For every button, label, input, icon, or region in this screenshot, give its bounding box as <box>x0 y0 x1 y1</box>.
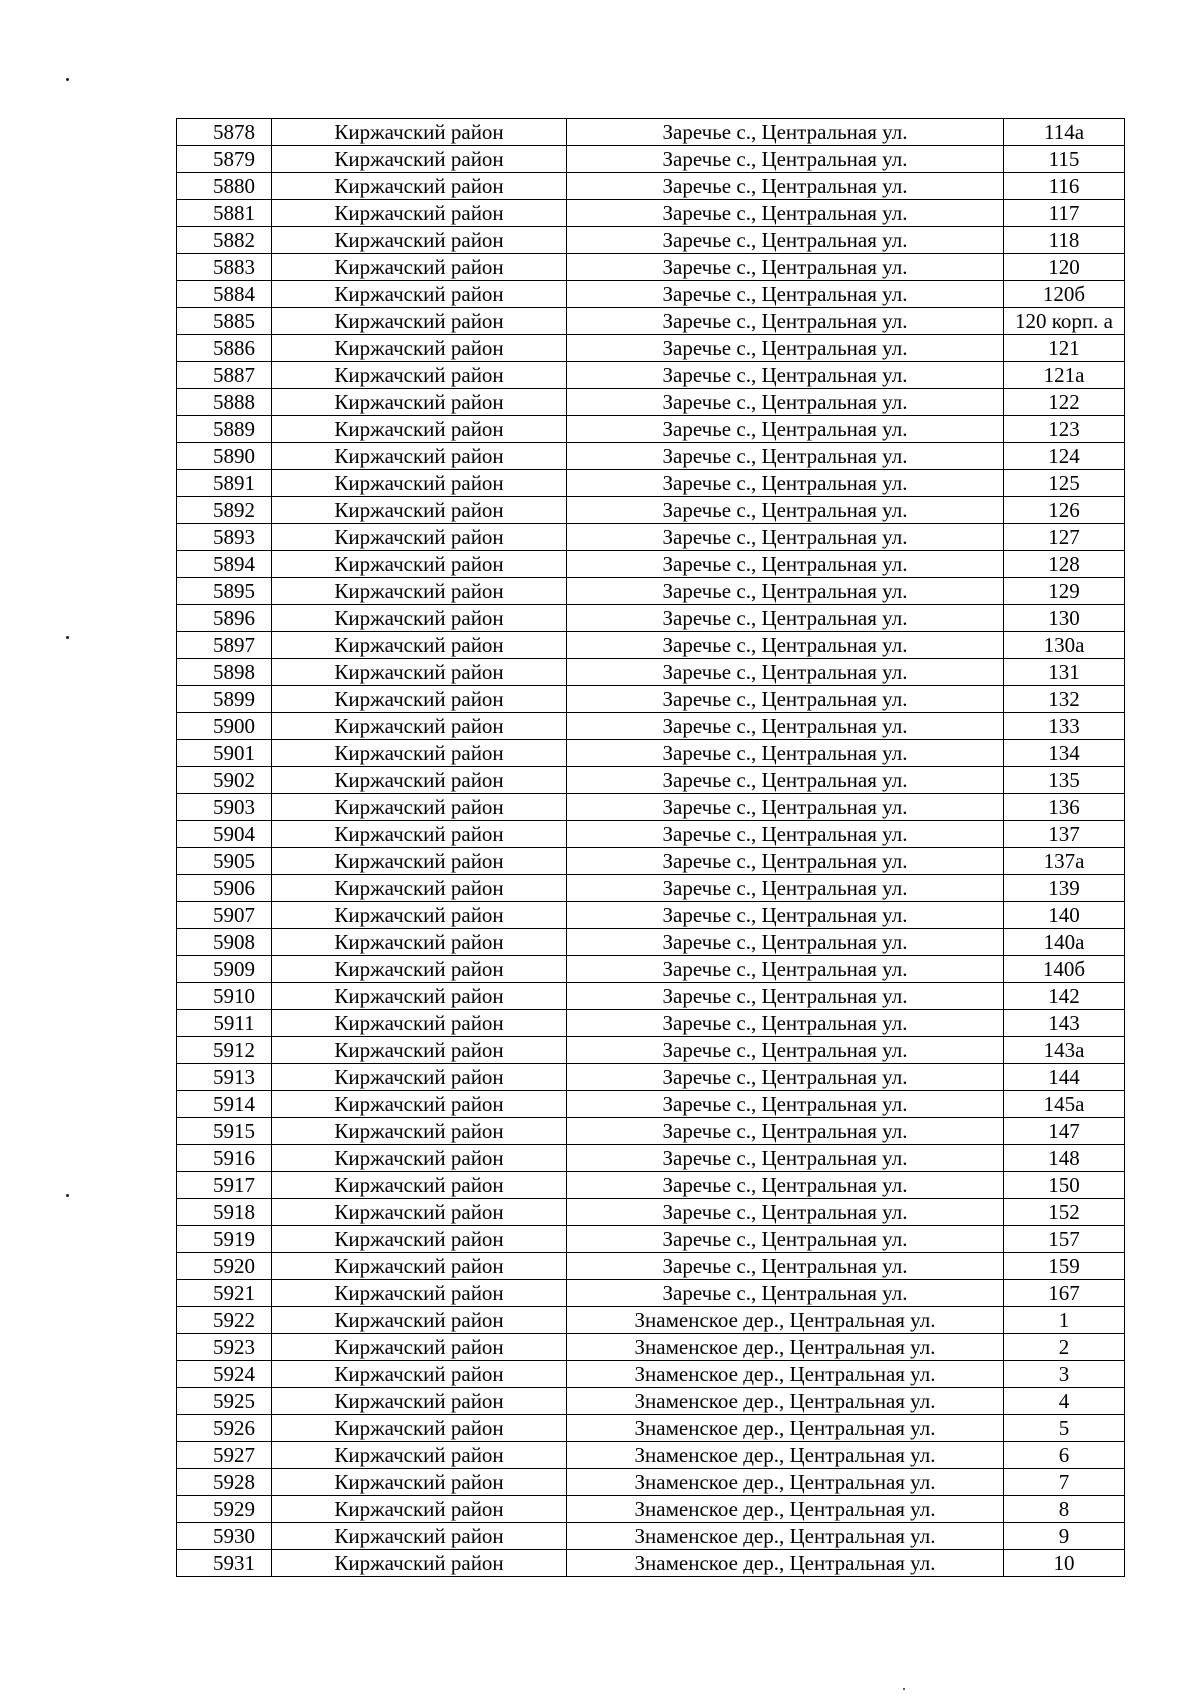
row-number-cell: 5929 <box>177 1496 272 1523</box>
house-number-cell: 140б <box>1004 956 1125 983</box>
table-row <box>177 227 1125 254</box>
table-row <box>177 1280 1125 1307</box>
house-number-cell: 6 <box>1004 1442 1125 1469</box>
district-cell: Киржачский район <box>272 767 567 794</box>
house-number-cell: 167 <box>1004 1280 1125 1307</box>
district-cell: Киржачский район <box>272 875 567 902</box>
district-cell: Киржачский район <box>272 605 567 632</box>
table-row <box>177 416 1125 443</box>
row-number-cell: 5883 <box>177 254 272 281</box>
house-number-cell: 123 <box>1004 416 1125 443</box>
house-number-cell: 126 <box>1004 497 1125 524</box>
row-number-cell: 5917 <box>177 1172 272 1199</box>
table-row <box>177 740 1125 767</box>
table-row <box>177 1118 1125 1145</box>
row-number-cell: 5910 <box>177 983 272 1010</box>
address-cell: Заречье с., Центральная ул. <box>567 119 1004 146</box>
table-row <box>177 551 1125 578</box>
row-number-cell: 5885 <box>177 308 272 335</box>
district-cell: Киржачский район <box>272 1361 567 1388</box>
district-cell: Киржачский район <box>272 740 567 767</box>
address-cell: Заречье с., Центральная ул. <box>567 848 1004 875</box>
address-cell: Заречье с., Центральная ул. <box>567 1118 1004 1145</box>
district-cell: Киржачский район <box>272 821 567 848</box>
row-number-cell: 5928 <box>177 1469 272 1496</box>
table-row <box>177 1415 1125 1442</box>
address-cell: Знаменское дер., Центральная ул. <box>567 1334 1004 1361</box>
row-number-cell: 5926 <box>177 1415 272 1442</box>
table-row <box>177 956 1125 983</box>
row-number-cell: 5905 <box>177 848 272 875</box>
address-cell: Заречье с., Центральная ул. <box>567 686 1004 713</box>
table-row <box>177 1010 1125 1037</box>
table-row <box>177 1199 1125 1226</box>
table-row <box>177 875 1125 902</box>
row-number-cell: 5894 <box>177 551 272 578</box>
house-number-cell: 133 <box>1004 713 1125 740</box>
house-number-cell: 114а <box>1004 119 1125 146</box>
row-number-cell: 5892 <box>177 497 272 524</box>
house-number-cell: 118 <box>1004 227 1125 254</box>
address-registry-table <box>176 118 1125 1577</box>
row-number-cell: 5890 <box>177 443 272 470</box>
table-row <box>177 713 1125 740</box>
address-cell: Знаменское дер., Центральная ул. <box>567 1361 1004 1388</box>
address-cell: Заречье с., Центральная ул. <box>567 416 1004 443</box>
address-cell: Заречье с., Центральная ул. <box>567 551 1004 578</box>
row-number-cell: 5921 <box>177 1280 272 1307</box>
row-number-cell: 5902 <box>177 767 272 794</box>
house-number-cell: 117 <box>1004 200 1125 227</box>
table-row <box>177 1145 1125 1172</box>
table-row <box>177 389 1125 416</box>
row-number-cell: 5927 <box>177 1442 272 1469</box>
district-cell: Киржачский район <box>272 1307 567 1334</box>
table-row <box>177 1550 1125 1577</box>
district-cell: Киржачский район <box>272 146 567 173</box>
table-row <box>177 1442 1125 1469</box>
row-number-cell: 5906 <box>177 875 272 902</box>
row-number-cell: 5888 <box>177 389 272 416</box>
row-number-cell: 5889 <box>177 416 272 443</box>
address-cell: Знаменское дер., Центральная ул. <box>567 1307 1004 1334</box>
house-number-cell: 131 <box>1004 659 1125 686</box>
row-number-cell: 5899 <box>177 686 272 713</box>
address-cell: Знаменское дер., Центральная ул. <box>567 1496 1004 1523</box>
table-row <box>177 632 1125 659</box>
house-number-cell: 144 <box>1004 1064 1125 1091</box>
table-row <box>177 173 1125 200</box>
address-cell: Заречье с., Центральная ул. <box>567 1064 1004 1091</box>
district-cell: Киржачский район <box>272 416 567 443</box>
house-number-cell: 127 <box>1004 524 1125 551</box>
house-number-cell: 159 <box>1004 1253 1125 1280</box>
scan-speck <box>66 1194 69 1197</box>
scan-speck <box>903 1688 905 1690</box>
house-number-cell: 2 <box>1004 1334 1125 1361</box>
table-row <box>177 146 1125 173</box>
house-number-cell: 140 <box>1004 902 1125 929</box>
address-cell: Заречье с., Центральная ул. <box>567 821 1004 848</box>
row-number-cell: 5904 <box>177 821 272 848</box>
address-cell: Заречье с., Центральная ул. <box>567 794 1004 821</box>
table-row <box>177 578 1125 605</box>
address-cell: Заречье с., Центральная ул. <box>567 443 1004 470</box>
house-number-cell: 134 <box>1004 740 1125 767</box>
house-number-cell: 140а <box>1004 929 1125 956</box>
row-number-cell: 5924 <box>177 1361 272 1388</box>
house-number-cell: 142 <box>1004 983 1125 1010</box>
address-cell: Заречье с., Центральная ул. <box>567 902 1004 929</box>
house-number-cell: 148 <box>1004 1145 1125 1172</box>
house-number-cell: 122 <box>1004 389 1125 416</box>
district-cell: Киржачский район <box>272 1226 567 1253</box>
address-cell: Заречье с., Центральная ул. <box>567 470 1004 497</box>
house-number-cell: 4 <box>1004 1388 1125 1415</box>
district-cell: Киржачский район <box>272 713 567 740</box>
table-row <box>177 848 1125 875</box>
table-row <box>177 659 1125 686</box>
table-row <box>177 1496 1125 1523</box>
house-number-cell: 128 <box>1004 551 1125 578</box>
district-cell: Киржачский район <box>272 1469 567 1496</box>
district-cell: Киржачский район <box>272 848 567 875</box>
address-cell: Заречье с., Центральная ул. <box>567 1010 1004 1037</box>
table-row <box>177 1253 1125 1280</box>
district-cell: Киржачский район <box>272 1280 567 1307</box>
table-row <box>177 281 1125 308</box>
row-number-cell: 5893 <box>177 524 272 551</box>
row-number-cell: 5916 <box>177 1145 272 1172</box>
address-cell: Заречье с., Центральная ул. <box>567 281 1004 308</box>
address-cell: Заречье с., Центральная ул. <box>567 308 1004 335</box>
house-number-cell: 135 <box>1004 767 1125 794</box>
house-number-cell: 120 <box>1004 254 1125 281</box>
district-cell: Киржачский район <box>272 1253 567 1280</box>
row-number-cell: 5925 <box>177 1388 272 1415</box>
address-cell: Заречье с., Центральная ул. <box>567 740 1004 767</box>
district-cell: Киржачский район <box>272 902 567 929</box>
table-row <box>177 983 1125 1010</box>
district-cell: Киржачский район <box>272 1199 567 1226</box>
house-number-cell: 130а <box>1004 632 1125 659</box>
table-row <box>177 497 1125 524</box>
district-cell: Киржачский район <box>272 1145 567 1172</box>
district-cell: Киржачский район <box>272 227 567 254</box>
district-cell: Киржачский район <box>272 1010 567 1037</box>
district-cell: Киржачский район <box>272 1334 567 1361</box>
table-row <box>177 335 1125 362</box>
address-cell: Заречье с., Центральная ул. <box>567 1172 1004 1199</box>
address-cell: Заречье с., Центральная ул. <box>567 1226 1004 1253</box>
address-cell: Заречье с., Центральная ул. <box>567 335 1004 362</box>
house-number-cell: 124 <box>1004 443 1125 470</box>
district-cell: Киржачский район <box>272 335 567 362</box>
row-number-cell: 5907 <box>177 902 272 929</box>
address-cell: Заречье с., Центральная ул. <box>567 956 1004 983</box>
row-number-cell: 5920 <box>177 1253 272 1280</box>
house-number-cell: 8 <box>1004 1496 1125 1523</box>
district-cell: Киржачский район <box>272 200 567 227</box>
house-number-cell: 9 <box>1004 1523 1125 1550</box>
house-number-cell: 137 <box>1004 821 1125 848</box>
address-cell: Заречье с., Центральная ул. <box>567 362 1004 389</box>
house-number-cell: 121а <box>1004 362 1125 389</box>
district-cell: Киржачский район <box>272 119 567 146</box>
address-cell: Заречье с., Центральная ул. <box>567 200 1004 227</box>
house-number-cell: 137а <box>1004 848 1125 875</box>
row-number-cell: 5891 <box>177 470 272 497</box>
row-number-cell: 5914 <box>177 1091 272 1118</box>
address-cell: Знаменское дер., Центральная ул. <box>567 1469 1004 1496</box>
address-cell: Знаменское дер., Центральная ул. <box>567 1442 1004 1469</box>
address-cell: Заречье с., Центральная ул. <box>567 524 1004 551</box>
table-row <box>177 524 1125 551</box>
row-number-cell: 5915 <box>177 1118 272 1145</box>
district-cell: Киржачский район <box>272 524 567 551</box>
row-number-cell: 5922 <box>177 1307 272 1334</box>
district-cell: Киржачский район <box>272 281 567 308</box>
table-row <box>177 1388 1125 1415</box>
district-cell: Киржачский район <box>272 686 567 713</box>
house-number-cell: 116 <box>1004 173 1125 200</box>
address-cell: Заречье с., Центральная ул. <box>567 1253 1004 1280</box>
address-cell: Знаменское дер., Центральная ул. <box>567 1550 1004 1577</box>
scan-speck <box>66 636 69 639</box>
address-cell: Заречье с., Центральная ул. <box>567 1091 1004 1118</box>
table-row <box>177 1037 1125 1064</box>
table-row <box>177 362 1125 389</box>
district-cell: Киржачский район <box>272 1064 567 1091</box>
table-body <box>177 119 1125 1577</box>
house-number-cell: 143а <box>1004 1037 1125 1064</box>
row-number-cell: 5895 <box>177 578 272 605</box>
house-number-cell: 125 <box>1004 470 1125 497</box>
district-cell: Киржачский район <box>272 443 567 470</box>
house-number-cell: 5 <box>1004 1415 1125 1442</box>
table-row <box>177 1361 1125 1388</box>
address-cell: Заречье с., Центральная ул. <box>567 389 1004 416</box>
address-cell: Заречье с., Центральная ул. <box>567 1199 1004 1226</box>
row-number-cell: 5879 <box>177 146 272 173</box>
address-cell: Заречье с., Центральная ул. <box>567 254 1004 281</box>
house-number-cell: 130 <box>1004 605 1125 632</box>
address-cell: Знаменское дер., Центральная ул. <box>567 1388 1004 1415</box>
address-cell: Заречье с., Центральная ул. <box>567 605 1004 632</box>
house-number-cell: 143 <box>1004 1010 1125 1037</box>
district-cell: Киржачский район <box>272 1388 567 1415</box>
house-number-cell: 150 <box>1004 1172 1125 1199</box>
house-number-cell: 120 корп. а <box>1004 308 1125 335</box>
row-number-cell: 5913 <box>177 1064 272 1091</box>
district-cell: Киржачский район <box>272 1415 567 1442</box>
table-row <box>177 902 1125 929</box>
row-number-cell: 5898 <box>177 659 272 686</box>
address-cell: Заречье с., Центральная ул. <box>567 659 1004 686</box>
table-row <box>177 1064 1125 1091</box>
table-row <box>177 821 1125 848</box>
table-row <box>177 686 1125 713</box>
district-cell: Киржачский район <box>272 929 567 956</box>
row-number-cell: 5881 <box>177 200 272 227</box>
address-cell: Заречье с., Центральная ул. <box>567 146 1004 173</box>
house-number-cell: 139 <box>1004 875 1125 902</box>
house-number-cell: 132 <box>1004 686 1125 713</box>
address-cell: Заречье с., Центральная ул. <box>567 497 1004 524</box>
row-number-cell: 5900 <box>177 713 272 740</box>
row-number-cell: 5896 <box>177 605 272 632</box>
district-cell: Киржачский район <box>272 983 567 1010</box>
address-cell: Заречье с., Центральная ул. <box>567 173 1004 200</box>
table-row <box>177 1307 1125 1334</box>
row-number-cell: 5878 <box>177 119 272 146</box>
table-row <box>177 1172 1125 1199</box>
district-cell: Киржачский район <box>272 794 567 821</box>
district-cell: Киржачский район <box>272 1523 567 1550</box>
row-number-cell: 5880 <box>177 173 272 200</box>
address-cell: Знаменское дер., Центральная ул. <box>567 1523 1004 1550</box>
district-cell: Киржачский район <box>272 470 567 497</box>
district-cell: Киржачский район <box>272 1091 567 1118</box>
district-cell: Киржачский район <box>272 497 567 524</box>
house-number-cell: 157 <box>1004 1226 1125 1253</box>
row-number-cell: 5901 <box>177 740 272 767</box>
house-number-cell: 129 <box>1004 578 1125 605</box>
address-cell: Заречье с., Центральная ул. <box>567 227 1004 254</box>
table-row <box>177 470 1125 497</box>
district-cell: Киржачский район <box>272 254 567 281</box>
table-row <box>177 794 1125 821</box>
house-number-cell: 121 <box>1004 335 1125 362</box>
address-cell: Заречье с., Центральная ул. <box>567 713 1004 740</box>
scan-speck <box>66 78 69 81</box>
house-number-cell: 115 <box>1004 146 1125 173</box>
table-row <box>177 1523 1125 1550</box>
address-cell: Знаменское дер., Центральная ул. <box>567 1415 1004 1442</box>
district-cell: Киржачский район <box>272 362 567 389</box>
row-number-cell: 5909 <box>177 956 272 983</box>
house-number-cell: 136 <box>1004 794 1125 821</box>
house-number-cell: 10 <box>1004 1550 1125 1577</box>
row-number-cell: 5918 <box>177 1199 272 1226</box>
address-cell: Заречье с., Центральная ул. <box>567 1037 1004 1064</box>
district-cell: Киржачский район <box>272 1442 567 1469</box>
house-number-cell: 147 <box>1004 1118 1125 1145</box>
table-row <box>177 929 1125 956</box>
district-cell: Киржачский район <box>272 389 567 416</box>
district-cell: Киржачский район <box>272 1496 567 1523</box>
row-number-cell: 5911 <box>177 1010 272 1037</box>
table-row <box>177 605 1125 632</box>
table-row <box>177 1469 1125 1496</box>
district-cell: Киржачский район <box>272 632 567 659</box>
table-row <box>177 119 1125 146</box>
address-cell: Заречье с., Центральная ул. <box>567 1145 1004 1172</box>
table-row <box>177 200 1125 227</box>
table-row <box>177 308 1125 335</box>
house-number-cell: 7 <box>1004 1469 1125 1496</box>
district-cell: Киржачский район <box>272 1118 567 1145</box>
address-cell: Заречье с., Центральная ул. <box>567 632 1004 659</box>
house-number-cell: 3 <box>1004 1361 1125 1388</box>
table-row <box>177 767 1125 794</box>
district-cell: Киржачский район <box>272 308 567 335</box>
row-number-cell: 5930 <box>177 1523 272 1550</box>
table-row <box>177 1334 1125 1361</box>
address-cell: Заречье с., Центральная ул. <box>567 983 1004 1010</box>
table-row <box>177 254 1125 281</box>
row-number-cell: 5897 <box>177 632 272 659</box>
row-number-cell: 5931 <box>177 1550 272 1577</box>
row-number-cell: 5908 <box>177 929 272 956</box>
house-number-cell: 1 <box>1004 1307 1125 1334</box>
row-number-cell: 5884 <box>177 281 272 308</box>
district-cell: Киржачский район <box>272 1172 567 1199</box>
address-cell: Заречье с., Центральная ул. <box>567 578 1004 605</box>
table-row <box>177 1091 1125 1118</box>
row-number-cell: 5887 <box>177 362 272 389</box>
table-row <box>177 443 1125 470</box>
row-number-cell: 5882 <box>177 227 272 254</box>
district-cell: Киржачский район <box>272 551 567 578</box>
row-number-cell: 5903 <box>177 794 272 821</box>
address-cell: Заречье с., Центральная ул. <box>567 1280 1004 1307</box>
house-number-cell: 120б <box>1004 281 1125 308</box>
district-cell: Киржачский район <box>272 659 567 686</box>
district-cell: Киржачский район <box>272 1037 567 1064</box>
house-number-cell: 152 <box>1004 1199 1125 1226</box>
address-cell: Заречье с., Центральная ул. <box>567 929 1004 956</box>
row-number-cell: 5919 <box>177 1226 272 1253</box>
district-cell: Киржачский район <box>272 956 567 983</box>
district-cell: Киржачский район <box>272 1550 567 1577</box>
address-cell: Заречье с., Центральная ул. <box>567 875 1004 902</box>
district-cell: Киржачский район <box>272 578 567 605</box>
district-cell: Киржачский район <box>272 173 567 200</box>
row-number-cell: 5912 <box>177 1037 272 1064</box>
row-number-cell: 5923 <box>177 1334 272 1361</box>
row-number-cell: 5886 <box>177 335 272 362</box>
table-row <box>177 1226 1125 1253</box>
address-cell: Заречье с., Центральная ул. <box>567 767 1004 794</box>
house-number-cell: 145а <box>1004 1091 1125 1118</box>
